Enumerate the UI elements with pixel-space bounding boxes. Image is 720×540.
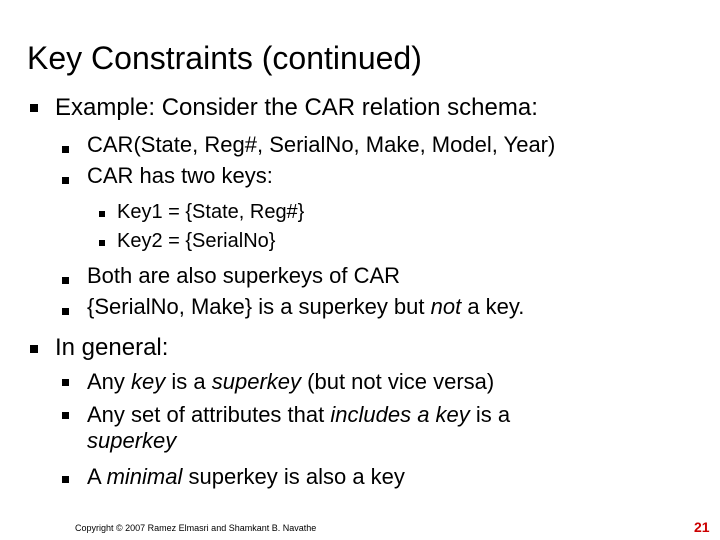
list-item-emphasis: includes a key bbox=[330, 402, 470, 427]
list-item-emphasis: not bbox=[430, 294, 462, 319]
list-item bbox=[87, 402, 510, 428]
list-item-emphasis: minimal bbox=[106, 464, 183, 489]
bullet-icon bbox=[62, 412, 69, 419]
list-item-text: A bbox=[87, 464, 107, 489]
list-item bbox=[117, 200, 304, 224]
list-item-text: is a bbox=[469, 402, 511, 427]
page-number: 21 bbox=[694, 519, 710, 535]
slide-title: Key Constraints (continued) bbox=[27, 40, 422, 76]
list-item-text: Any bbox=[87, 369, 132, 394]
list-item-text: superkey is also a key bbox=[182, 464, 405, 489]
list-item-emphasis: key bbox=[131, 369, 166, 394]
bullet-icon bbox=[62, 379, 69, 386]
list-item bbox=[87, 263, 400, 289]
list-item bbox=[87, 369, 494, 395]
list-item bbox=[117, 229, 275, 253]
list-item bbox=[87, 163, 273, 189]
bullet-icon bbox=[30, 104, 38, 112]
list-item bbox=[55, 94, 538, 122]
list-item-text: (but not vice versa) bbox=[301, 369, 495, 394]
list-item bbox=[87, 464, 405, 490]
list-item-continuation bbox=[87, 428, 176, 454]
bullet-icon bbox=[62, 476, 69, 483]
bullet-icon bbox=[30, 345, 38, 353]
list-item-text: {SerialNo, Make} is a superkey but bbox=[87, 294, 431, 319]
list-item bbox=[55, 334, 168, 362]
list-item bbox=[87, 132, 555, 158]
list-item-emphasis: superkey bbox=[87, 428, 177, 453]
bullet-icon bbox=[99, 240, 105, 246]
bullet-icon bbox=[99, 211, 105, 217]
bullet-icon bbox=[62, 146, 69, 153]
list-item-text: is a bbox=[165, 369, 212, 394]
list-item-text: Key1 = {State, Reg#} bbox=[117, 201, 305, 223]
bullet-icon bbox=[62, 177, 69, 184]
list-item-emphasis: superkey bbox=[211, 369, 302, 394]
bullet-icon bbox=[62, 277, 69, 284]
list-item-text: Both are also superkeys of CAR bbox=[87, 263, 401, 288]
list-item-text: Key2 = {SerialNo} bbox=[117, 230, 276, 252]
copyright-footer: Copyright © 2007 Ramez Elmasri and Shamkant B. Navathe bbox=[75, 523, 317, 533]
bullet-icon bbox=[62, 308, 69, 315]
list-item-text: Example: Consider the CAR relation schema: bbox=[55, 94, 538, 121]
list-item bbox=[87, 294, 524, 320]
list-item-text: CAR has two keys: bbox=[87, 163, 273, 188]
list-item-text: Any set of attributes that bbox=[87, 402, 331, 427]
list-item-text: a key. bbox=[461, 294, 525, 319]
list-item-text: In general: bbox=[55, 334, 169, 361]
list-item-text: CAR(State, Reg#, SerialNo, Make, Model, Year) bbox=[87, 132, 556, 157]
